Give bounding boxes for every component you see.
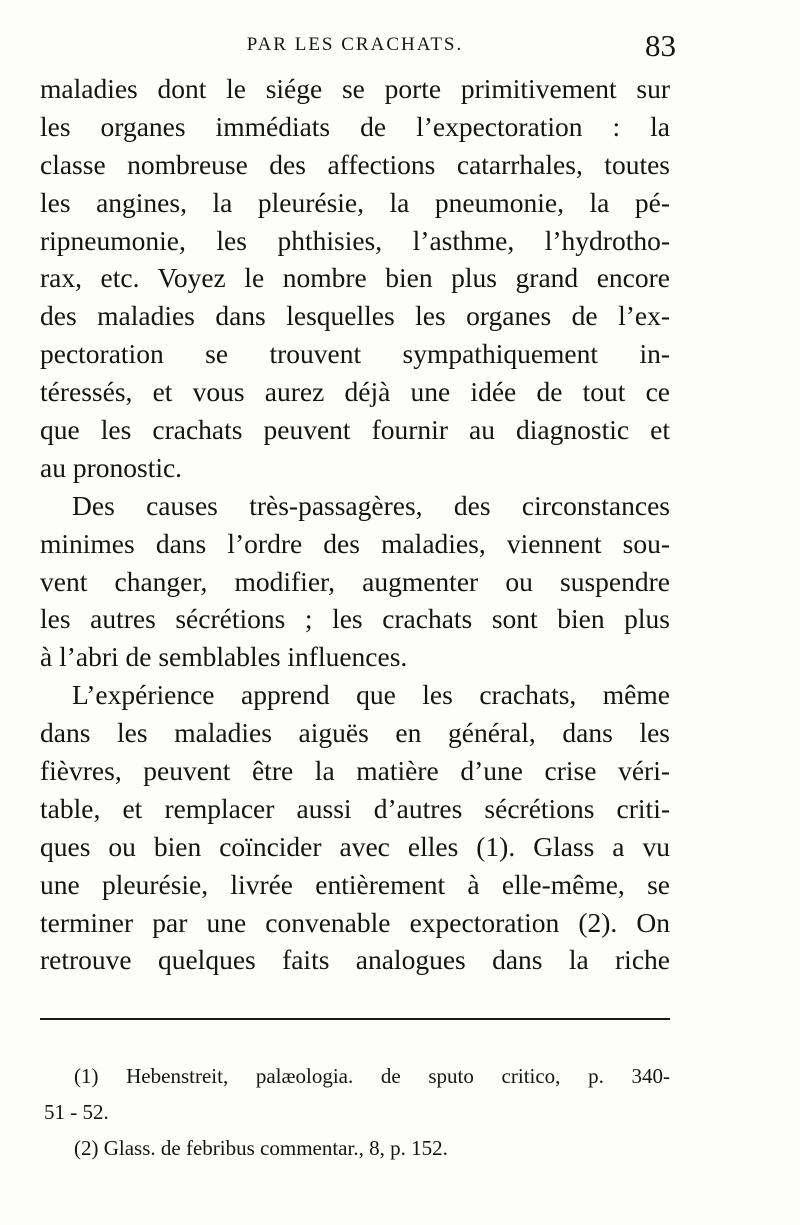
footnote-1-continuation: 51 - 52. bbox=[44, 1100, 109, 1124]
text-line: table, et remplacer aussi d’autres sécrétions criti- bbox=[40, 792, 670, 824]
footnote-rule bbox=[40, 1018, 670, 1020]
footnote-2: (2) Glass. de febribus commentar., 8, p. 152. bbox=[74, 1136, 448, 1160]
text-line: Des causes très-passagères, des circonstances bbox=[72, 489, 670, 521]
text-line: dans les maladies aiguës en général, dans les bbox=[40, 717, 670, 749]
text-line: au pronostic. bbox=[40, 451, 183, 483]
text-line: L’expérience apprend que les crachats, même bbox=[72, 679, 670, 711]
text-line: vent changer, modifier, augmenter ou suspendre bbox=[40, 565, 670, 597]
text-line: rax, etc. Voyez le nombre bien plus grand encore bbox=[40, 262, 670, 294]
text-line: pectoration se trouvent sympathiquement in- bbox=[40, 338, 670, 370]
text-line: terminer par une convenable expectoration (2). On bbox=[40, 906, 670, 938]
body-text bbox=[40, 70, 670, 979]
text-line: les organes immédiats de l’expectoration : la bbox=[40, 110, 670, 142]
text-line: fièvres, peuvent être la matière d’une crise véri- bbox=[40, 755, 670, 787]
text-line: les angines, la pleurésie, la pneumonie, la pé- bbox=[40, 186, 670, 218]
running-head bbox=[40, 26, 676, 66]
text-line: téressés, et vous aurez déjà une idée de tout ce bbox=[40, 376, 670, 408]
text-line: les autres sécrétions ; les crachats sont bien plus bbox=[40, 603, 670, 635]
text-line: classe nombreuse des affections catarrhales, toutes bbox=[40, 148, 670, 180]
page-number: 83 bbox=[645, 28, 676, 63]
text-line: à l’abri de semblables influences. bbox=[40, 641, 408, 673]
footnotes bbox=[40, 1058, 670, 1166]
text-line: maladies dont le siége se porte primitivement sur bbox=[40, 73, 670, 104]
footnote-1: (1) Hebenstreit, palæologia. de sputo critico, p. 340- bbox=[74, 1064, 670, 1088]
running-title: PAR LES CRACHATS. bbox=[246, 34, 464, 55]
text-line: retrouve quelques faits analogues dans la riche bbox=[40, 944, 670, 976]
text-line: des maladies dans lesquelles les organes de l’ex- bbox=[40, 300, 670, 332]
text-line: ripneumonie, les phthisies, l’asthme, l’hydrotho- bbox=[40, 224, 670, 256]
text-line: ques ou bien coïncider avec elles (1). Glass a vu bbox=[40, 830, 670, 862]
text-line: que les crachats peuvent fournir au diagnostic et bbox=[40, 414, 670, 446]
text-line: une pleurésie, livrée entièrement à elle-même, se bbox=[40, 868, 670, 900]
text-line: minimes dans l’ordre des maladies, viennent sou- bbox=[40, 527, 670, 559]
